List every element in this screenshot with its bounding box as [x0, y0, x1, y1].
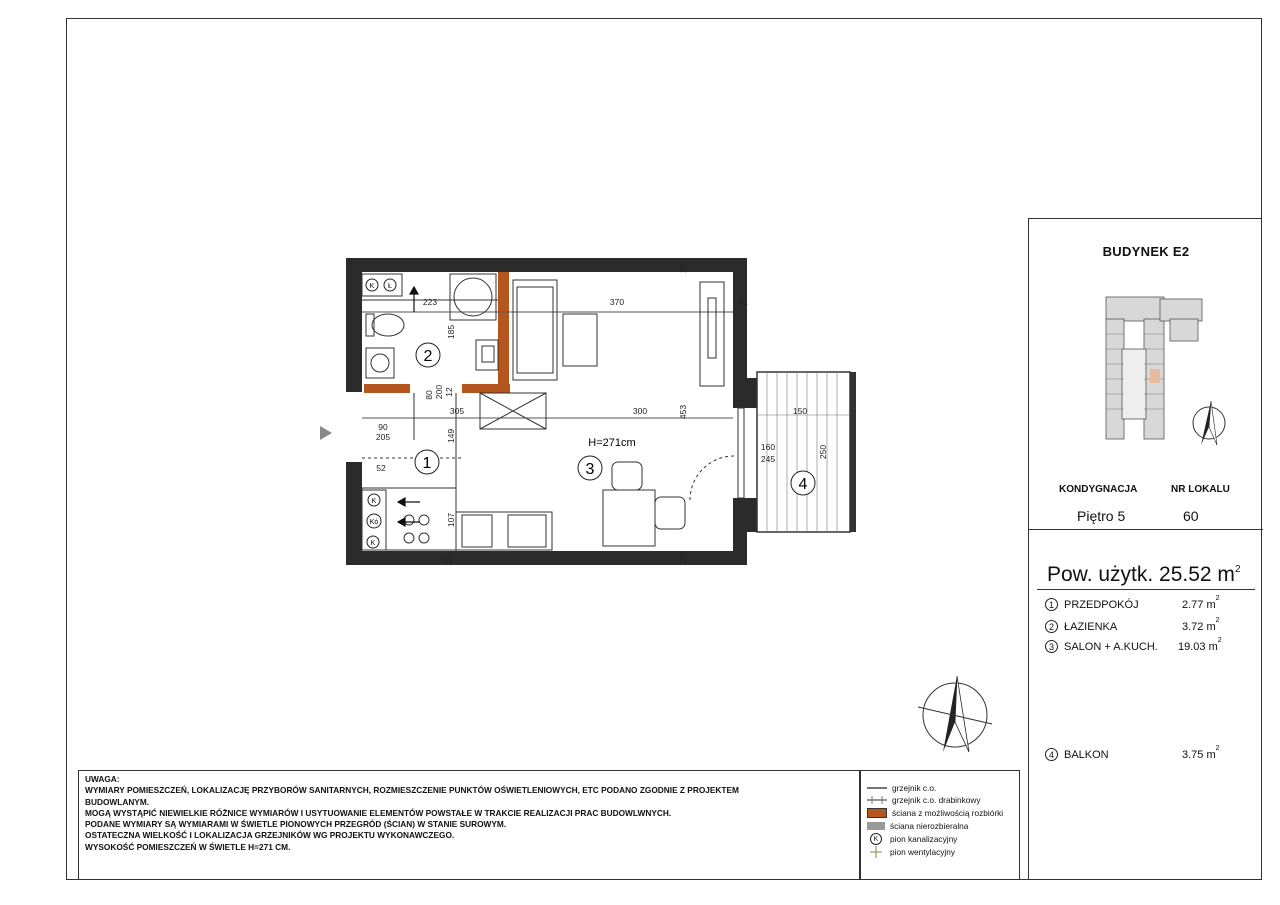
svg-text:200: 200 — [434, 384, 444, 400]
legend-label: pion kanalizacyjny — [890, 834, 958, 844]
sewage-riser-icon: K — [870, 833, 882, 845]
room-number-3: 3 — [585, 461, 595, 478]
legend-label: ściana z możliwością rozbiórki — [892, 808, 1004, 818]
room-number-2: 2 — [423, 348, 433, 365]
room-area-sup: 2 — [1215, 745, 1220, 752]
legend-label: pion wentylacyjny — [890, 847, 956, 857]
legend-row — [867, 846, 955, 858]
notes-box — [78, 770, 860, 880]
window — [738, 408, 744, 498]
room-row — [1045, 637, 1222, 653]
ceiling-height-label: H=271cm — [588, 437, 636, 449]
svg-text:41: 41 — [738, 297, 748, 307]
floor-header: KONDYGNACJA — [1059, 484, 1138, 495]
notes-title: UWAGA: — [85, 774, 120, 784]
room-num: 4 — [1045, 748, 1058, 761]
legend-row — [867, 821, 968, 831]
riser-l-label: Ł — [388, 283, 392, 290]
notes-line: PODANE WYMIARY SĄ WYMIARAMI W ŚWIETLE PIONOWYCH PRZEGRÓD (ŚCIAN) W STANIE SUROWYM. — [85, 819, 507, 830]
room-area: 19.03 m — [1178, 640, 1218, 653]
svg-text:453: 453 — [678, 404, 688, 420]
ladder-radiator-icon — [867, 796, 887, 804]
riser-k-label: K — [371, 498, 377, 505]
riser-k-label: K — [370, 540, 376, 547]
room-area-sup: 2 — [1217, 637, 1222, 644]
legend-label: grzejnik c.o. — [892, 783, 937, 793]
room-number-1: 1 — [422, 455, 432, 472]
svg-text:90: 90 — [378, 422, 388, 432]
floor-value: Piętro 5 — [1077, 508, 1126, 524]
svg-text:12: 12 — [444, 387, 454, 397]
svg-text:80: 80 — [424, 390, 434, 400]
room-row — [1045, 745, 1220, 761]
riser-ko-label: Kó — [369, 519, 379, 526]
room-row — [1045, 617, 1220, 633]
svg-text:205: 205 — [375, 432, 391, 442]
svg-text:149: 149 — [446, 428, 456, 444]
notes-line: MOGĄ WYSTĄPIĆ NIEWIELKIE RÓŻNICE WYMIARÓW I USYTUOWANIE ELEMENTÓW POWSTAŁE W TRAKCIE REALIZACJI PRAC BUDOWLWNYCH. — [85, 807, 672, 818]
riser-k-label: K — [369, 283, 375, 290]
legend-label: grzejnik c.o. drabinkowy — [892, 795, 981, 805]
room-area-sup: 2 — [1215, 595, 1220, 602]
fixed-wall-swatch — [867, 822, 885, 830]
room-number — [415, 343, 815, 495]
room-area-sup: 2 — [1215, 617, 1220, 624]
unit-number-header: NR LOKALU — [1171, 484, 1230, 495]
room-num: 3 — [1045, 640, 1058, 653]
notes-line: BUDOWLANYM. — [85, 796, 150, 807]
room-area: 2.77 m — [1182, 598, 1216, 611]
legend-row — [867, 808, 1003, 818]
removable-wall-swatch — [867, 808, 887, 818]
svg-text:245: 245 — [760, 454, 776, 464]
room-name: BALKON — [1064, 748, 1109, 761]
balcony — [757, 372, 856, 532]
room-area: 3.72 m — [1182, 620, 1216, 633]
legend-label: ściana nierozbieralna — [890, 821, 969, 831]
svg-text:52: 52 — [376, 463, 386, 473]
dimension-label — [376, 263, 828, 563]
riser-arrow-icon — [398, 287, 420, 526]
notes-line: WYSOKOŚĆ POMIESZCZEŃ W ŚWIETLE H=271 CM. — [85, 841, 291, 852]
north-arrow-icon — [918, 676, 992, 752]
svg-text:107: 107 — [446, 512, 456, 528]
vent-riser-icon — [867, 846, 885, 858]
svg-text:25: 25 — [444, 553, 454, 563]
legend-row — [867, 795, 981, 805]
room-area: 3.75 m — [1182, 748, 1216, 761]
room-num: 2 — [1045, 620, 1058, 633]
legend-box — [860, 770, 1020, 880]
svg-text:300: 300 — [632, 406, 648, 416]
room-number-4: 4 — [798, 476, 808, 493]
notes-line: WYMIARY POMIESZCZEŃ, LOKALIZACJĘ PRZYBORÓW SANITARNYCH, ROZMIESZCZENIE PUNKTÓW OŚWIETLENIOWYCH, ETC PODANO ZGODNIE Z PROJEKTEM — [85, 785, 739, 796]
radiator-icon — [867, 785, 887, 791]
legend-row — [867, 783, 936, 793]
unit-highlight — [1150, 369, 1160, 383]
svg-text:185: 185 — [446, 324, 456, 340]
svg-text:150: 150 — [792, 406, 808, 416]
total-area-unit-sup: 2 — [1234, 564, 1241, 575]
svg-text:160: 160 — [760, 442, 776, 452]
svg-text:305: 305 — [449, 406, 465, 416]
svg-text:370: 370 — [609, 297, 625, 307]
unit-number-value: 60 — [1183, 508, 1199, 524]
room-name: ŁAZIENKA — [1064, 620, 1118, 633]
svg-text:223: 223 — [422, 297, 438, 307]
legend-row — [867, 833, 957, 845]
total-area-value: Pow. użytk. 25.52 m — [1047, 563, 1235, 586]
total-area — [1047, 563, 1241, 587]
building-title: BUDYNEK E2 — [1102, 244, 1190, 259]
room-num: 1 — [1045, 598, 1058, 611]
room-name: SALON + A.KUCH. — [1064, 640, 1158, 653]
room-name: PRZEDPOKÓJ — [1064, 598, 1139, 611]
north-arrow-icon — [1187, 397, 1231, 449]
svg-text:25: 25 — [678, 263, 688, 273]
svg-text:25: 25 — [678, 553, 688, 563]
entrance-arrow-icon — [320, 426, 332, 440]
room-row — [1045, 595, 1220, 611]
svg-text:250: 250 — [818, 444, 828, 460]
info-panel — [1028, 218, 1262, 880]
notes-line: OSTATECZNA WIELKOŚĆ I LOKALIZACJA GRZEJNIKÓW WG PROJEKTU WYKONAWCZEGO. — [85, 830, 455, 841]
